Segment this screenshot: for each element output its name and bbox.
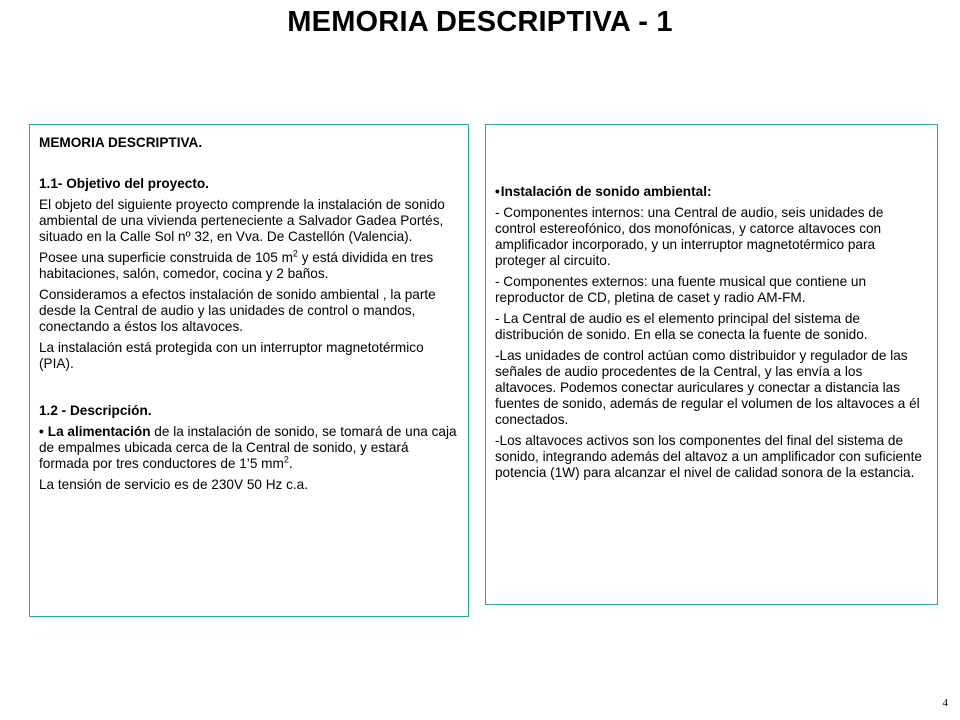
- superficie-text-end: y está dividida en tres habitaciones, salón, comedor, cocina y 2 baños.: [39, 250, 434, 281]
- superscript-2: 2: [292, 248, 298, 259]
- left-text-box: [29, 124, 469, 617]
- tension-paragraph: La tensión de servicio es de 230V 50 Hz c.a.: [39, 477, 309, 492]
- section-descripcion-title: 1.2 - Descripción.: [39, 403, 152, 418]
- superficie-paragraph: [39, 250, 458, 282]
- altavoces-paragraph: -Los altavoces activos son los componentes del final del sistema de sonido, integrando además del altavoz a un amplificador con suficiente potencia (1W) para alcanzar el nivel de calidad sonora de la estancia.: [495, 433, 922, 480]
- superficie-text: Posee una superficie construida de 105 m: [39, 250, 293, 265]
- consideramos-paragraph: Consideramos a efectos instalación de sonido ambiental , la parte desde la Central de audio y las unidades de control o mandos, conectando a éstos los altavoces.: [39, 287, 436, 334]
- sonido-ambiental-heading-text: Instalación de sonido ambiental:: [500, 184, 712, 199]
- page-number: 4: [942, 697, 948, 709]
- bullet-icon: •: [39, 424, 44, 439]
- proteccion-paragraph: La instalación está protegida con un interruptor magnetotérmico (PIA).: [39, 340, 424, 371]
- objetivo-paragraph: El objeto del siguiente proyecto comprende la instalación de sonido ambiental de una vivienda perteneciente a Salvador Gadea Portés, situado en la Calle Sol nº 32, en Vva. De Castellón (Valencia).: [39, 197, 445, 244]
- memoria-heading: MEMORIA DESCRIPTIVA.: [39, 135, 203, 150]
- sonido-ambiental-heading: [495, 184, 927, 200]
- central-audio-paragraph: - La Central de audio es el elemento principal del sistema de distribución de sonido. En ella se conecta la fuente de sonido.: [495, 311, 868, 342]
- componentes-externos-paragraph: - Componentes externos: una fuente musical que contiene un reproductor de CD, pletina de caset y radio AM-FM.: [495, 274, 867, 305]
- alimentacion-text: de la instalación de sonido, se tomará de una caja de empalmes ubicada cerca de la Central de sonido, y estará formada por tres conductores de 1’5 mm: [39, 424, 457, 471]
- bullet-icon: •: [495, 184, 500, 199]
- alimentacion-paragraph: [39, 424, 458, 472]
- unidades-control-paragraph: -Las unidades de control actúan como distribuidor y regulador de las señales de audio procedentes de la Central, y las envía a los altavoces. Podemos conectar auriculares y conectar a distancia las fuentes de sonido, además de regular el volumen de los altavoces a él conectados.: [495, 348, 920, 427]
- section-objetivo-title: 1.1- Objetivo del proyecto.: [39, 176, 209, 191]
- componentes-internos-paragraph: - Componentes internos: una Central de audio, seis unidades de control estereofónico, dos monofónicas, y catorce altavoces con amplificador incorporado, y un interruptor magnetotérmico para proteger al circuito.: [495, 205, 884, 268]
- alimentacion-end: .: [288, 456, 293, 471]
- page-title: MEMORIA DESCRIPTIVA - 1: [287, 6, 673, 38]
- superscript-2: 2: [283, 454, 289, 465]
- right-text-box: [485, 124, 938, 605]
- alimentacion-label: La alimentación: [47, 424, 151, 439]
